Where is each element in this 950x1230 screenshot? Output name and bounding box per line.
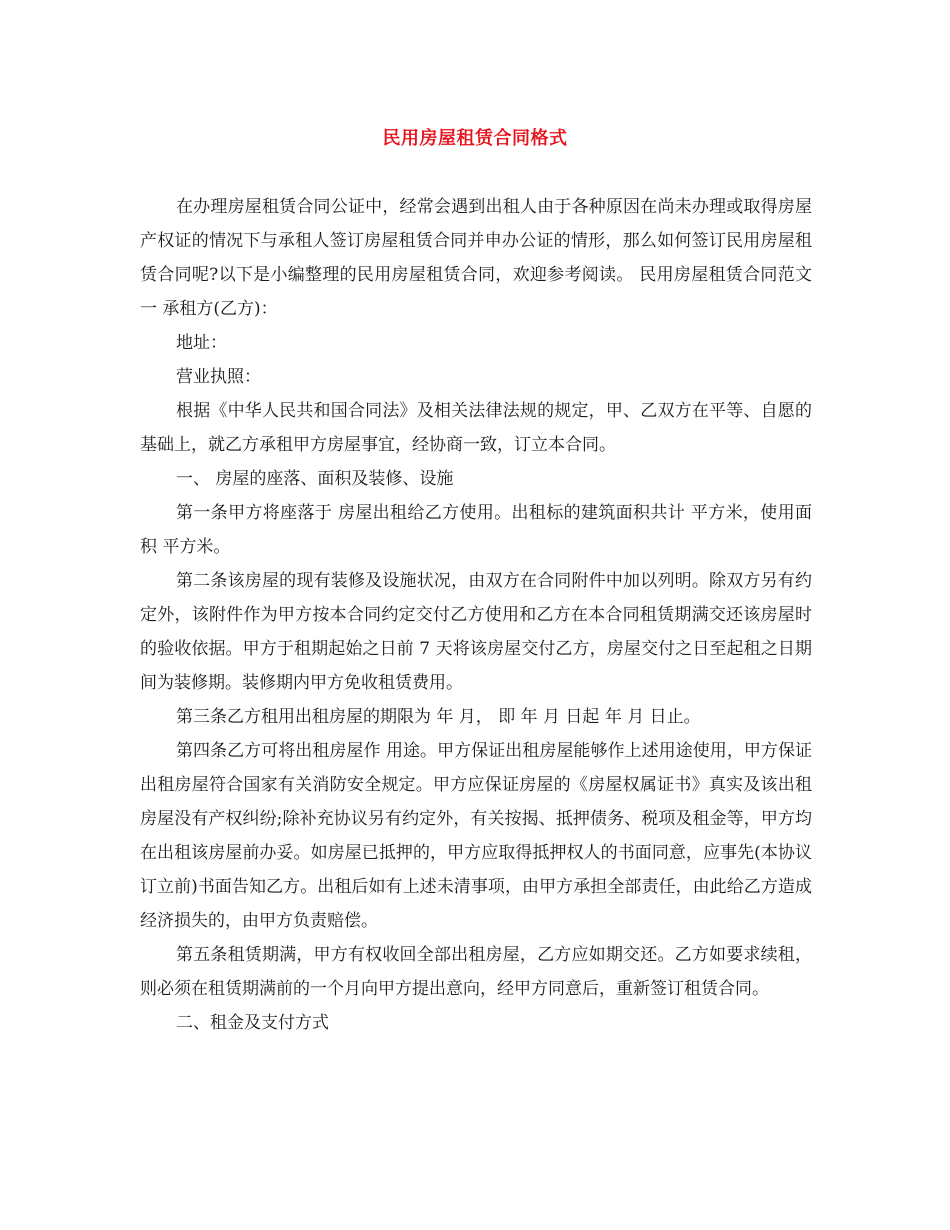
- paragraph-intro: 在办理房屋租赁合同公证中，经常会遇到出租人由于各种原因在尚未办理或取得房屋产权证的情况下与承租人签订房屋租赁合同并申办公证的情形，那么如何签订民用房屋租赁合同呢?以下是小编整理的民用房屋租赁合同，欢迎参考阅读。 民用房屋租赁合同范文一 承租方(乙方)：: [140, 197, 812, 319]
- paragraph-article-4: 第四条乙方可将出租房屋作 用途。甲方保证出租房屋能够作上述用途使用，甲方保证出租房屋符合国家有关消防安全规定。甲方应保证房屋的《房屋权属证书》真实及该出租房屋没有产权纠纷;除补充协议另有约定外，有关按揭、抵押债务、税项及租金等，甲方均在出租该房屋前办妥。如房屋已抵押的，甲方应取得抵押权人的书面同意，应事先(本协议订立前)书面告知乙方。出租后如有上述未清事项，由甲方承担全部责任，由此给乙方造成经济损失的，由甲方负责赔偿。: [140, 741, 812, 931]
- paragraph-article-2: 第二条该房屋的现有装修及设施状况，由双方在合同附件中加以列明。除双方另有约定外，该附件作为甲方按本合同约定交付乙方使用和乙方在本合同租赁期满交还该房屋时的验收依据。甲方于租期起始之日前 7 天将该房屋交付乙方，房屋交付之日至起租之日期间为装修期。装修期内甲方免收租赁费用。: [140, 571, 812, 693]
- section-heading-1: 一、 房屋的座落、面积及装修、设施: [176, 469, 454, 489]
- document-title: 民用房屋租赁合同格式: [382, 128, 568, 149]
- paragraph-article-3: 第三条乙方租用出租房屋的期限为 年 月， 即 年 月 日起 年 月 日止。: [176, 707, 701, 727]
- document-body: [140, 190, 812, 1040]
- paragraph-business-license: 营业执照：: [176, 367, 261, 387]
- paragraph-address: 地址：: [176, 333, 227, 353]
- paragraph-legal-basis: 根据《中华人民共和国合同法》及相关法律法规的规定，甲、乙双方在平等、自愿的基础上，就乙方承租甲方房屋事宜，经协商一致，订立本合同。: [140, 401, 812, 455]
- paragraph-article-5: 第五条租赁期满，甲方有权收回全部出租房屋，乙方应如期交还。乙方如要求续租，则必须在租赁期满前的一个月向甲方提出意向，经甲方同意后，重新签订租赁合同。: [140, 945, 812, 999]
- paragraph-article-1: 第一条甲方将座落于 房屋出租给乙方使用。出租标的建筑面积共计 平方米，使用面积 平方米。: [140, 503, 812, 557]
- section-heading-2: 二、租金及支付方式: [176, 1013, 329, 1033]
